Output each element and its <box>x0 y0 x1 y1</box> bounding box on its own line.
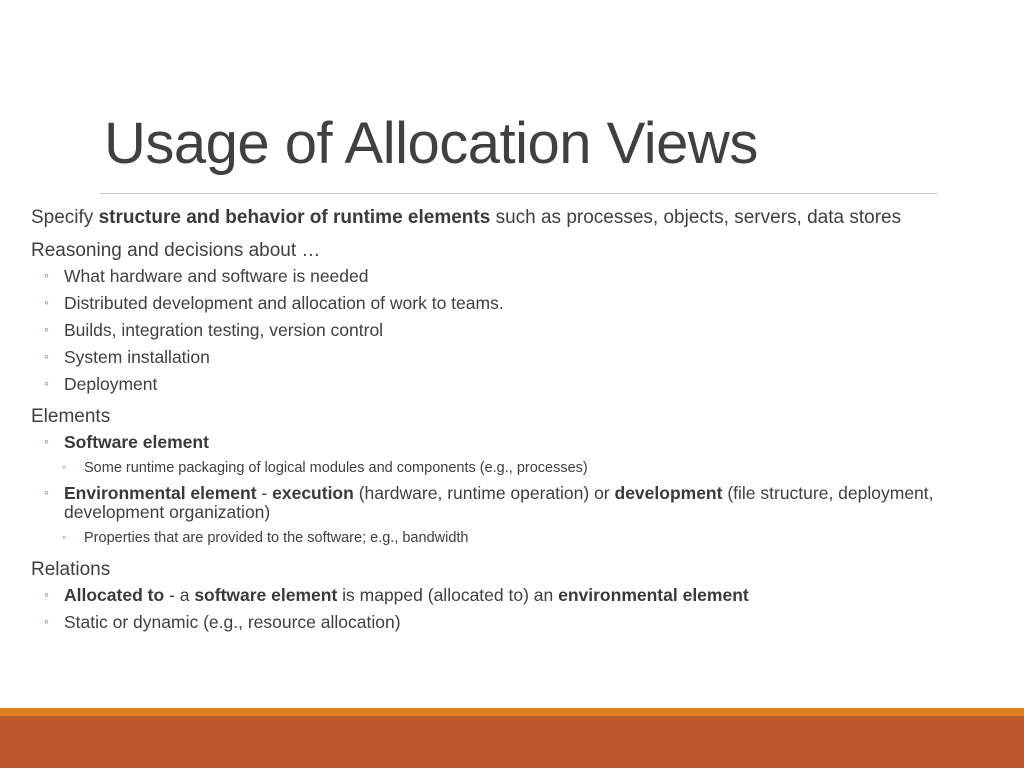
bullet-icon: ◦ <box>44 321 49 337</box>
relations-heading: Relations <box>31 559 111 580</box>
list-item <box>31 348 971 367</box>
allocated-environmental-element: environmental element <box>558 585 749 605</box>
list-item <box>31 613 971 632</box>
software-element-desc: Some runtime packaging of logical modules and components (e.g., processes) <box>84 460 588 476</box>
reasoning-heading: Reasoning and decisions about … <box>31 240 321 261</box>
environmental-element-label: Environmental element <box>64 483 257 503</box>
specify-pre: Specify <box>31 207 99 228</box>
allocated-to-item <box>31 586 971 605</box>
bullet-icon: ◦ <box>44 613 49 629</box>
list-item <box>31 267 971 286</box>
environmental-element-sub <box>31 530 971 547</box>
bullet-icon: ◦ <box>62 530 67 544</box>
development-desc: (file structure, deployment, development organization) <box>64 483 934 522</box>
footer-bar <box>0 716 1024 768</box>
slide-body <box>31 207 971 640</box>
software-element-item <box>31 433 971 452</box>
environmental-dash: - <box>256 483 273 503</box>
bullet-icon: ◦ <box>44 484 49 500</box>
bullet-icon: ◦ <box>44 267 49 283</box>
list-item <box>31 321 971 340</box>
specify-bold: structure and behavior of runtime elements <box>98 207 491 228</box>
reasoning-item: System installation <box>64 347 210 367</box>
reasoning-item: Distributed development and allocation of work to teams. <box>64 293 504 313</box>
allocated-text-2: is mapped (allocated to) an <box>337 585 559 605</box>
environmental-element-desc: Properties that are provided to the software; e.g., bandwidth <box>84 530 469 546</box>
specify-post: such as processes, objects, servers, data stores <box>490 207 902 228</box>
footer-accent-bar <box>0 708 1024 716</box>
reasoning-item: Builds, integration testing, version control <box>64 320 384 340</box>
allocated-text-1: - a <box>164 585 195 605</box>
reasoning-item: Deployment <box>64 374 158 394</box>
execution-label: execution <box>272 483 354 503</box>
allocated-software-element: software element <box>194 585 338 605</box>
list-item <box>31 294 971 313</box>
environmental-element-item <box>31 484 971 522</box>
specify-paragraph <box>31 207 971 228</box>
bullet-icon: ◦ <box>44 348 49 364</box>
title-divider <box>100 193 938 194</box>
bullet-icon: ◦ <box>62 460 67 474</box>
elements-heading: Elements <box>31 406 111 427</box>
bullet-icon: ◦ <box>44 433 49 449</box>
software-element-label: Software element <box>64 432 209 452</box>
software-element-sub <box>31 460 971 477</box>
reasoning-item: What hardware and software is needed <box>64 266 369 286</box>
allocated-to-label: Allocated to <box>64 585 165 605</box>
development-label: development <box>614 483 723 503</box>
static-dynamic-text: Static or dynamic (e.g., resource allocation) <box>64 612 401 632</box>
bullet-icon: ◦ <box>44 586 49 602</box>
slide-title: Usage of Allocation Views <box>104 111 758 176</box>
list-item <box>31 375 971 394</box>
bullet-icon: ◦ <box>44 375 49 391</box>
execution-desc: (hardware, runtime operation) or <box>353 483 615 503</box>
bullet-icon: ◦ <box>44 294 49 310</box>
